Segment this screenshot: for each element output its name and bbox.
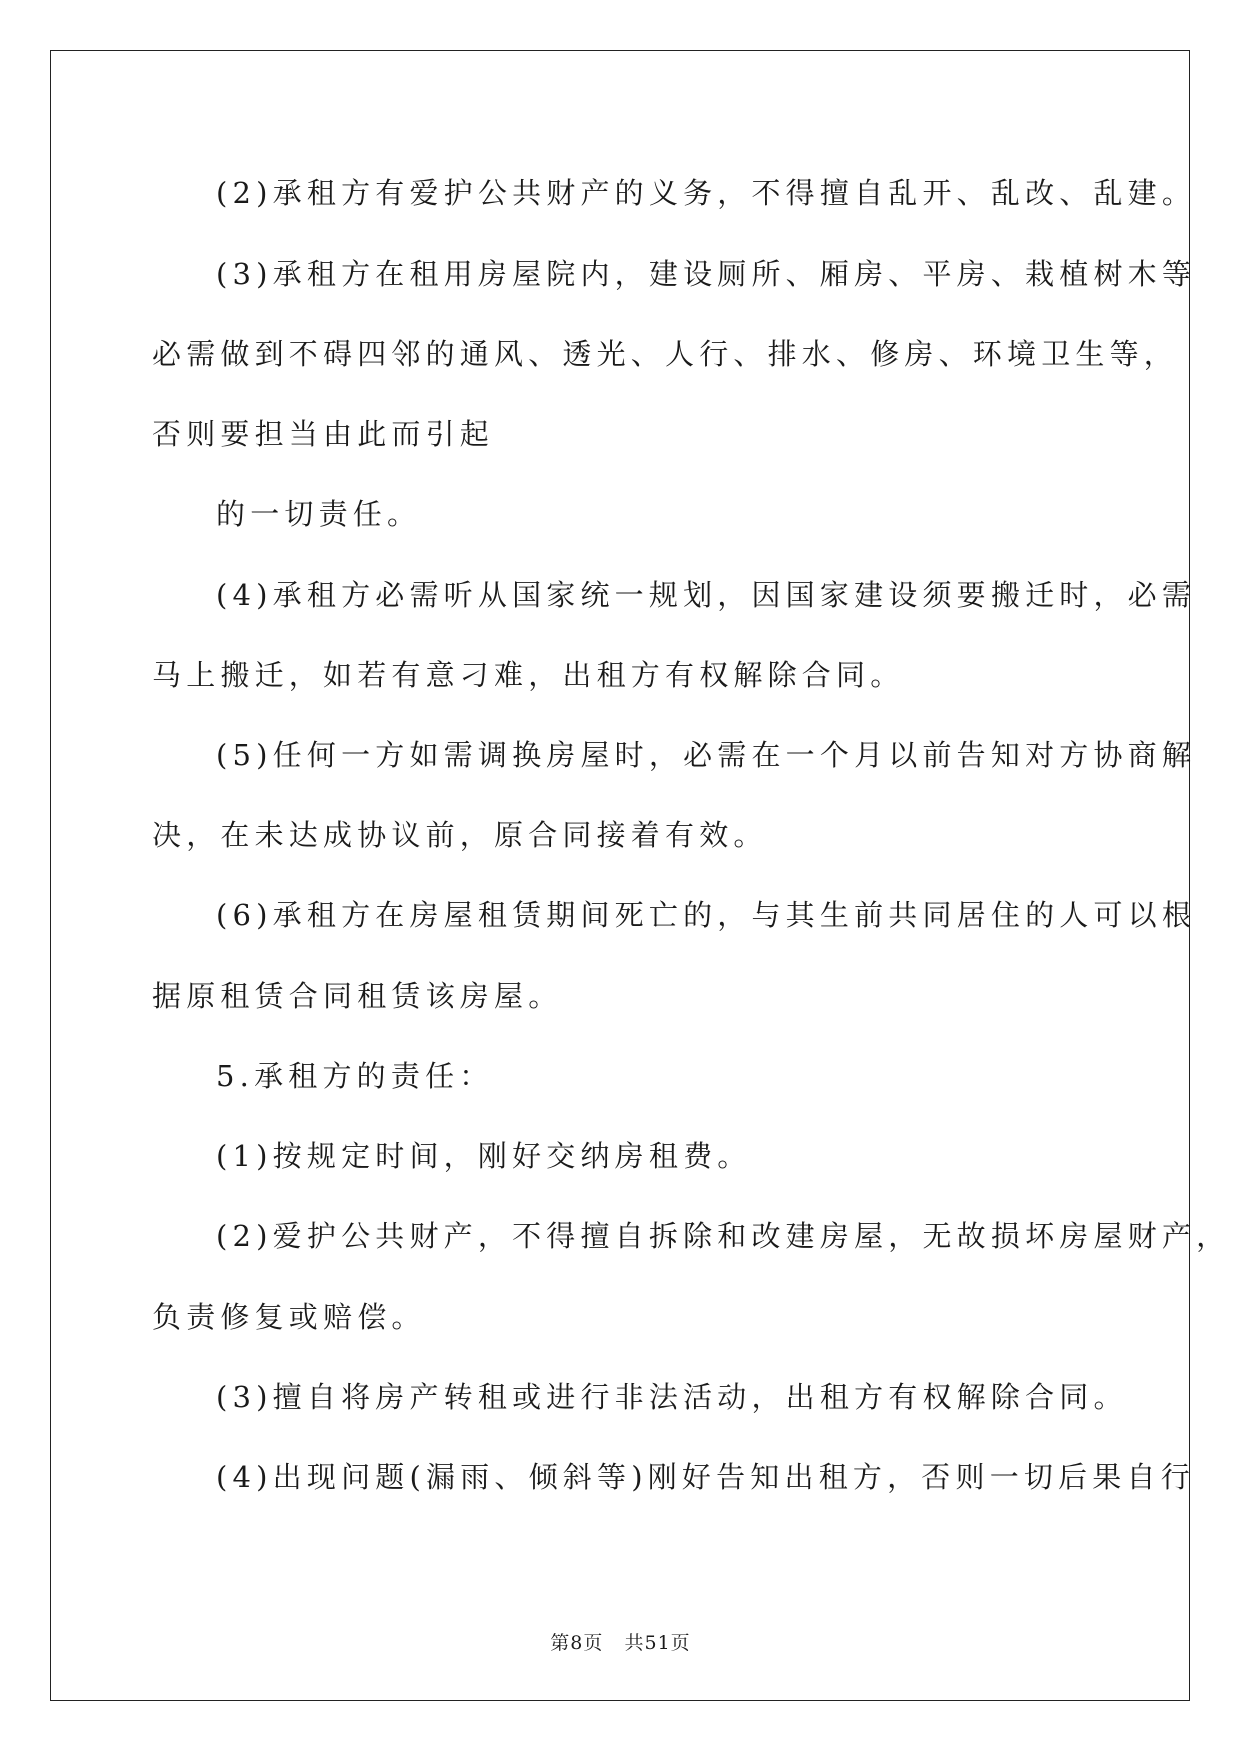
text-line: (3)承租方在租用房屋院内，建设厕所、厢房、平房、栽植树木等 bbox=[216, 257, 1197, 291]
text-line: (2)爱护公共财产，不得擅自拆除和改建房屋，无故损坏房屋财产， bbox=[216, 1219, 1231, 1253]
text-line: 据原租赁合同租赁该房屋。 bbox=[152, 979, 563, 1013]
text-line: (6)承租方在房屋租赁期间死亡的，与其生前共同居住的人可以根 bbox=[216, 898, 1197, 932]
text-line: (2)承租方有爱护公共财产的义务，不得擅自乱开、乱改、乱建。 bbox=[216, 176, 1197, 210]
text-line: 必需做到不碍四邻的通风、透光、人行、排水、修房、环境卫生等， bbox=[152, 337, 1179, 371]
text-line: 否则要担当由此而引起 bbox=[152, 417, 495, 451]
page-number-footer: 第8页 共51页 bbox=[550, 1632, 691, 1654]
section-heading: 5.承租方的责任： bbox=[216, 1059, 494, 1093]
page-border bbox=[50, 50, 1190, 1701]
text-line: (4)承租方必需听从国家统一规划，因国家建设须要搬迁时，必需 bbox=[216, 578, 1197, 612]
text-line: 负责修复或赔偿。 bbox=[152, 1300, 426, 1334]
text-line: 决，在未达成协议前，原合同接着有效。 bbox=[152, 818, 768, 852]
text-line: (3)擅自将房产转租或进行非法活动，出租方有权解除合同。 bbox=[216, 1380, 1128, 1414]
text-line: 的一切责任。 bbox=[216, 497, 422, 531]
text-line: (4)出现问题(漏雨、倾斜等)刚好告知出租方，否则一切后果自行 bbox=[216, 1460, 1195, 1494]
text-line: (1)按规定时间，刚好交纳房租费。 bbox=[216, 1139, 752, 1173]
text-line: (5)任何一方如需调换房屋时，必需在一个月以前告知对方协商解 bbox=[216, 738, 1197, 772]
text-line: 马上搬迁，如若有意刁难，出租方有权解除合同。 bbox=[152, 658, 905, 692]
